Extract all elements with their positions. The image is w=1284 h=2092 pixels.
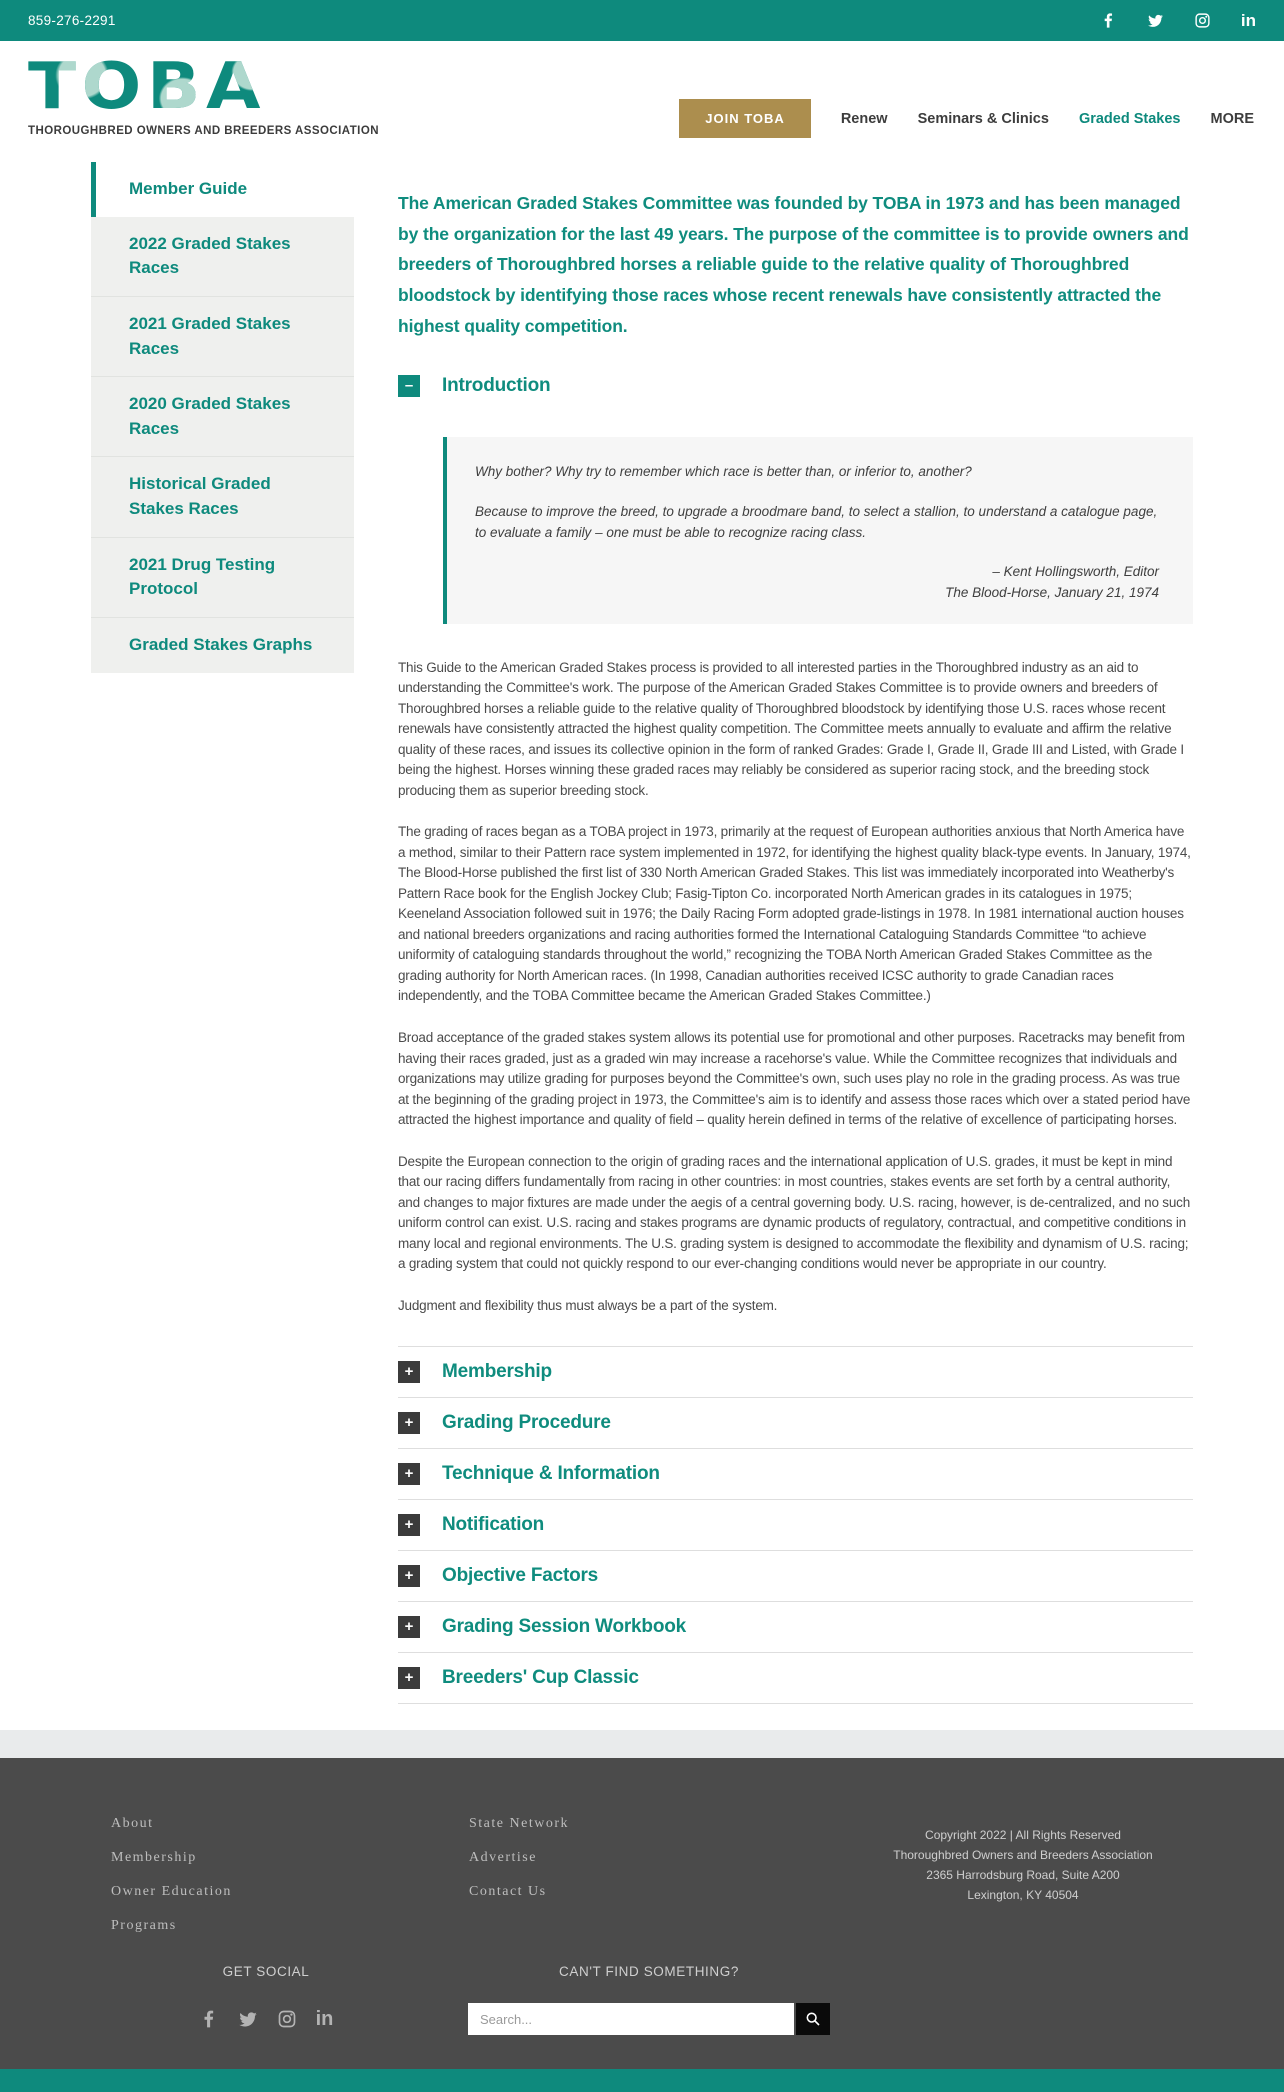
site-footer: [0, 1758, 1284, 2092]
lead-paragraph: The American Graded Stakes Committee was founded by TOBA in 1973 and has been managed by the organization for the last 49 years. The purpose of the committee is to provide owners and breeders of Thoroughbred horses a reliable guide to the relative quality of Thoroughbred bloodstock by identifying those races whose recent renewals have consistently attracted the highest quality competition.: [398, 193, 1189, 336]
copyright-line: Lexington, KY 40504: [967, 1887, 1079, 1902]
sidebar-menu: [91, 162, 354, 673]
quote-block: [443, 437, 1193, 624]
quote-author: – Kent Hollingsworth, Editor: [992, 563, 1159, 579]
main-nav: [679, 99, 1254, 138]
body-paragraph-2: The grading of races began as a TOBA project in 1973, primarily at the request of European authorities anxious that North America have a method, similar to their Pattern race system implemented in 1972, for identifying the highest quality black-type events. In January, 1974, The Blood-Horse published the first list of 330 North American Graded Stakes. This list was immediately incorporated into Weatherby's Pattern Race book for the English Jockey Club; Fasig-Tipton Co. incorporated North American grades in its catalogues in 1975; Keeneland Association followed suit in 1976; the Daily Racing Form adopted grade-listings in 1978. In 1981 international auction houses and national breeders organizations and racing authorities formed the International Cataloguing Standards Committee “to achieve uniformity of cataloguing standards throughout the world,” recognizing the TOBA North American Graded Stakes Committee as the grading authority for North American races. (In 1998, Canadian authorities received ICSC authority to grade Canadian races independently, and the TOBA Committee became the American Graded Stakes Committee.): [398, 824, 1191, 1004]
footer-social-icons: [136, 2009, 396, 2029]
accordion-notification[interactable]: + Notification: [398, 1499, 1193, 1550]
logo-subtitle: THOROUGHBRED OWNERS AND BREEDERS ASSOCIATION: [28, 124, 379, 137]
nav-renew[interactable]: Renew: [840, 110, 888, 127]
facebook-icon[interactable]: [1100, 12, 1117, 29]
footer-link-contact-us[interactable]: Contact Us: [469, 1884, 547, 1900]
copyright-line: Copyright 2022 | All Rights Reserved: [925, 1828, 1121, 1843]
expand-icon[interactable]: +: [398, 1412, 420, 1434]
get-social-heading: GET SOCIAL: [222, 1964, 310, 1980]
footer-link-owner-education[interactable]: Owner Education: [111, 1884, 232, 1900]
footer-link-membership[interactable]: Membership: [111, 1850, 197, 1866]
sidebar-item-2020-graded-stakes-races[interactable]: 2020 Graded Stakes Races: [91, 377, 354, 457]
footer-links-column-2: [469, 1814, 827, 1950]
sidebar-item-historical-graded-stakes-races[interactable]: Historical Graded Stakes Races: [91, 457, 354, 537]
body-paragraph-3: Broad acceptance of the graded stakes system allows its potential use for promotional and other purposes. Racetracks may benefit from having their races graded, just as a graded win may increase a racehorse's value. While the Committee recognizes that individuals and organizations may utilize grading for purposes beyond the Committee's own, such uses play no role in the grading process. As was true at the beginning of the grading project in 1973, the Committee's aim is to identify and assess those races which over a stated period have attracted the highest importance and quality of field – quality herein defined in terms of the relative of excellence of participating horses.: [398, 1030, 1191, 1128]
nav-more[interactable]: MORE: [1210, 110, 1254, 127]
copyright-line: Thoroughbred Owners and Breeders Association: [893, 1847, 1153, 1862]
facebook-icon[interactable]: [199, 2009, 219, 2029]
accordion-objective-factors[interactable]: + Objective Factors: [398, 1550, 1193, 1601]
copyright-line: 2365 Harrodsburg Road, Suite A200: [926, 1867, 1120, 1882]
site-header: [0, 41, 1284, 162]
accordion-grading-session-workbook[interactable]: + Grading Session Workbook: [398, 1601, 1193, 1652]
content-container: [91, 162, 1193, 1704]
instagram-icon[interactable]: [277, 2009, 297, 2029]
footer-search-block: [468, 1964, 830, 2035]
footer-light-band: [0, 1730, 1284, 1758]
collapse-icon[interactable]: –: [398, 375, 420, 397]
quote-line-1: Why bother? Why try to remember which race is better than, or inferior to, another?: [475, 464, 972, 480]
nav-join-toba-button[interactable]: JOIN TOBA: [679, 99, 811, 138]
topbar: [0, 0, 1284, 41]
expand-icon[interactable]: +: [398, 1514, 420, 1536]
body-paragraph-5: Judgment and flexibility thus must always be a part of the system.: [398, 1297, 778, 1313]
footer-links-row: [91, 1814, 1193, 1950]
linkedin-icon[interactable]: in: [315, 2008, 334, 2031]
twitter-icon[interactable]: [238, 2009, 258, 2029]
footer-bottom-bar: [0, 2069, 1284, 2092]
footer-link-programs[interactable]: Programs: [111, 1918, 177, 1934]
expand-icon[interactable]: +: [398, 1565, 420, 1587]
search-icon: [805, 2011, 821, 2027]
accordion-list: [398, 1346, 1193, 1704]
quote-line-2: Because to improve the breed, to upgrade a broodmare band, to select a stallion, to understand a catalogue page, to evaluate a family – one must be able to recognize racing class.: [475, 503, 1158, 541]
topbar-social-links: [1100, 12, 1256, 29]
footer-link-state-network[interactable]: State Network: [469, 1816, 569, 1832]
footer-link-about[interactable]: About: [111, 1816, 154, 1832]
footer-link-advertise[interactable]: Advertise: [469, 1850, 537, 1866]
accordion-introduction[interactable]: [398, 375, 1193, 397]
nav-seminars-clinics[interactable]: Seminars & Clinics: [917, 110, 1049, 127]
body-paragraph-4: Despite the European connection to the origin of grading races and the international application of U.S. grades, it must be kept in mind that our racing differs fundamentally from racing in other countries: in most countries, stakes events are set forth by a central authority, and changes to major fixtures are made under the aegis of a central governing body. U.S. racing, however, is de-centralized, and no such uniform control can exist. U.S. racing and stakes programs are dynamic products of regulatory, contractual, and competitive conditions in many local and regional environments. The U.S. grading system is designed to accommodate the flexibility and dynamism of U.S. racing; a grading system that could not quickly respond to our ever-changing conditions would never be appropriate in our country.: [398, 1153, 1191, 1272]
cant-find-heading: CAN'T FIND SOMETHING?: [559, 1964, 739, 1980]
copyright-block: [853, 1814, 1193, 1950]
accordion-technique-information[interactable]: + Technique & Information: [398, 1448, 1193, 1499]
quote-source: The Blood-Horse, January 21, 1974: [945, 584, 1159, 600]
footer-bottom-row: [91, 1964, 1193, 2069]
quote-attribution: [475, 562, 1159, 604]
linkedin-icon[interactable]: in: [1240, 11, 1256, 30]
accordion-breeders-cup-classic[interactable]: + Breeders' Cup Classic: [398, 1652, 1193, 1704]
body-paragraph-1: This Guide to the American Graded Stakes process is provided to all interested parties in the Thoroughbred industry as an aid to understanding the Committee's work. The purpose of the American Graded Stakes Committee is to provide owners and breeders of Thoroughbred horses a reliable guide to the relative quality of Thoroughbred bloodstock by identifying those U.S. races whose recent renewals have consistently attracted the highest quality competition. The Committee meets annually to evaluate and affirm the relative quality of these races, and issues its collective opinion in the form of ranked Grades: Grade I, Grade II, Grade III and Listed, with Grade I being the highest. Horses winning these graded races may reliably be considered as superior racing stock, and the breeding stock producing them as superior breeding stock.: [398, 659, 1184, 798]
footer-links-column-1: [111, 1814, 469, 1950]
accordion-membership[interactable]: + Membership: [398, 1346, 1193, 1397]
search-bar: [468, 2003, 830, 2035]
expand-icon[interactable]: +: [398, 1616, 420, 1638]
logo-toba-wordmark: TOBA: [28, 57, 414, 118]
sidebar-item-graded-stakes-graphs[interactable]: Graded Stakes Graphs: [91, 618, 354, 673]
sidebar-item-2022-graded-stakes-races[interactable]: 2022 Graded Stakes Races: [91, 217, 354, 297]
accordion-grading-procedure[interactable]: + Grading Procedure: [398, 1397, 1193, 1448]
nav-graded-stakes[interactable]: Graded Stakes: [1078, 110, 1181, 127]
accordion-introduction-title[interactable]: Introduction: [442, 375, 551, 397]
search-input[interactable]: [468, 2003, 794, 2035]
sidebar-item-member-guide[interactable]: Member Guide: [91, 162, 354, 217]
footer-gap: [0, 1704, 1284, 1730]
instagram-icon[interactable]: [1194, 12, 1211, 29]
logo[interactable]: [28, 50, 379, 137]
search-button[interactable]: [796, 2003, 830, 2035]
sidebar-item-2021-drug-testing-protocol[interactable]: 2021 Drug Testing Protocol: [91, 538, 354, 618]
expand-icon[interactable]: +: [398, 1361, 420, 1383]
footer-social-block: [136, 1964, 396, 2029]
expand-icon[interactable]: +: [398, 1463, 420, 1485]
twitter-icon[interactable]: [1147, 12, 1164, 29]
expand-icon[interactable]: +: [398, 1667, 420, 1689]
sidebar-item-2021-graded-stakes-races[interactable]: 2021 Graded Stakes Races: [91, 297, 354, 377]
main-content: [398, 162, 1193, 1704]
phone-number: 859-276-2291: [28, 13, 116, 28]
